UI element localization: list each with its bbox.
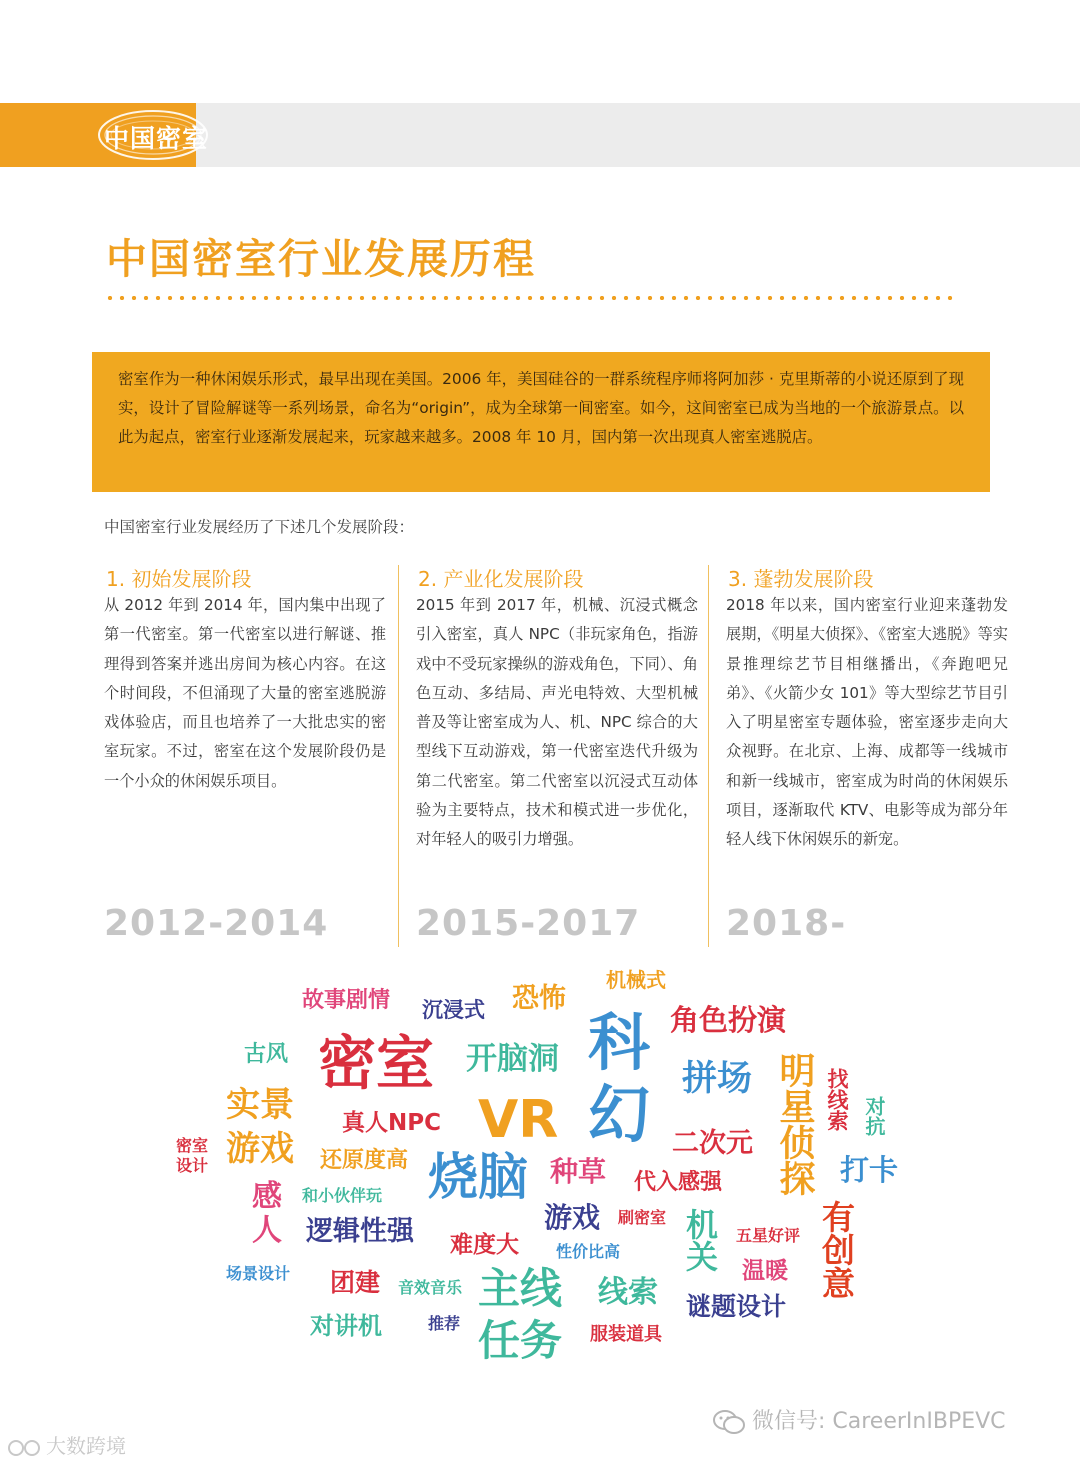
word-chenjin: 沉浸式: [422, 998, 485, 1022]
word-kainao: 开脑洞: [466, 1041, 559, 1077]
word-ke: 科: [588, 1006, 651, 1079]
stage-body: 2018 年以来，国内密室行业迎来蓬勃发展期，《明星大侦探》、《密室大逃脱》等实景推理综艺节目相继播出，《奔跑吧兄弟》、《火箭少女 101》等大型综艺节目引入了明星密室专题体验，密室逐步走向大众视野。在北京、上海、成都等一线城市和新一线城市，密室成为时尚的休闲娱乐项目，逐渐取代 KTV、电影等成为部分年轻人线下休闲娱乐的新宠。: [726, 596, 1008, 849]
logo: [96, 109, 210, 161]
word-youxi-1: 游戏: [226, 1129, 294, 1169]
lead-text: 中国密室行业发展经历了下述几个发展阶段：: [104, 518, 415, 536]
word-shijing: 实景: [226, 1085, 294, 1125]
word-ercy: 二次元: [672, 1128, 753, 1159]
word-gufeng: 古风: [244, 1042, 289, 1067]
wechat-icon: [712, 1408, 746, 1436]
word-renwu: 任务: [478, 1316, 563, 1365]
word-shaonao: 烧脑: [428, 1148, 528, 1206]
word-xingjia: 性价比高: [556, 1242, 621, 1261]
stage-year: 2012-2014: [104, 903, 329, 944]
page-title: 中国密室行业发展历程: [106, 235, 536, 283]
stage-2: [416, 563, 698, 944]
word-gushi: 故事剧情: [302, 988, 391, 1013]
word-youchuang: 有创意: [817, 1200, 856, 1299]
word-duikang: 对抗: [862, 1096, 886, 1136]
word-nandu: 难度大: [450, 1232, 519, 1258]
word-fuzhuang: 服装道具: [590, 1324, 662, 1345]
word-changjing: 场景设计: [226, 1264, 291, 1283]
word-mishisheji: 密室设计: [176, 1136, 209, 1175]
brand-watermark: [6, 1430, 126, 1459]
word-kongbu: 恐怖: [512, 983, 566, 1014]
word-miti: 谜题设计: [686, 1292, 787, 1321]
stage-title: 1. 初始发展阶段: [106, 567, 252, 591]
word-zhongcao: 种草: [550, 1155, 607, 1188]
word-gan: 感: [252, 1179, 282, 1214]
word-yinxiao: 音效音乐: [398, 1278, 463, 1297]
stage-year: 2018-: [726, 903, 847, 944]
word-xiansuo: 线索: [598, 1275, 658, 1310]
word-jixie: 机械式: [606, 968, 666, 992]
word-tuanjian: 团建: [330, 1268, 381, 1297]
word-duijiang: 对讲机: [310, 1312, 382, 1340]
intro-box: [92, 352, 990, 492]
word-huanyuan: 还原度高: [320, 1148, 409, 1173]
word-huan: 幻: [588, 1078, 651, 1151]
stage-year: 2015-2017: [416, 903, 641, 944]
word-mishi: 密室: [318, 1029, 435, 1097]
word-xiaohuoban: 和小伙伴玩: [302, 1186, 383, 1205]
intro-text: 密室作为一种休闲娱乐形式，最早出现在美国。2006 年，美国硅谷的一群系统程序师将阿加莎 · 克里斯蒂的小说还原到了现实，设计了冒险解谜等一系列场景，命名为“origin”，成为全球第一间密室。如今，这间密室已成为当地的一个旅游景点。以此为起点，密室行业逐渐发展起来，玩家越来越多。2008 年 10 月，国内第一次出现真人密室逃脱店。: [118, 370, 964, 446]
word-youxi-2: 游戏: [544, 1201, 601, 1234]
word-luoji: 逻辑性强: [306, 1216, 414, 1247]
word-mingxing: 明星侦探: [774, 1052, 815, 1196]
header-bar: [0, 103, 1080, 167]
word-vr: VR: [478, 1090, 559, 1150]
word-pinchang: 拼场: [682, 1059, 753, 1099]
word-zhuxian: 主线: [478, 1264, 563, 1313]
stage-3: [726, 563, 1008, 944]
brand-name: 大数跨境: [46, 1434, 126, 1458]
stage-1: [104, 563, 386, 944]
word-wennuan: 温暖: [742, 1258, 788, 1284]
word-shuamishi: 刷密室: [618, 1208, 667, 1227]
word-zhaoxian: 找线索: [825, 1068, 849, 1131]
stage-body: 2015 年到 2017 年，机械、沉浸式概念引入密室，真人 NPC（非玩家角色，指游戏中不受玩家操纵的游戏角色，下同）、角色互动、多结局、声光电特效、大型机械普及等让密室成为人、机、NPC 综合的大型线下互动游戏，第一代密室迭代升级为第二代密室。第二代密室以沉浸式互动体验为主要特点，技术和模式进一步优化，对年轻人的吸引力增强。: [416, 596, 698, 849]
word-jiguan: 机关: [681, 1208, 719, 1272]
stage-title: 2. 产业化发展阶段: [418, 567, 584, 591]
word-ren: 人: [252, 1213, 282, 1248]
stage-body: 从 2012 年到 2014 年，国内集中出现了第一代密室。第一代密室以进行解谜、推理得到答案并逃出房间为核心内容。在这个时间段，不但涌现了大量的密室逃脱游戏体验店，而且也培养了一大批忠实的密室玩家。不过，密室在这个发展阶段仍是一个小众的休闲娱乐项目。: [104, 596, 386, 790]
word-zhenren: 真人NPC: [342, 1110, 441, 1136]
word-daka: 打卡: [840, 1153, 899, 1187]
column-divider: [708, 565, 709, 947]
word-tuijian: 推荐: [428, 1314, 461, 1333]
word-dairu: 代入感强: [634, 1170, 723, 1195]
word-wuxing: 五星好评: [736, 1226, 801, 1245]
word-cloud: [0, 960, 1080, 1380]
logo-text: 中国密室: [104, 124, 209, 153]
wechat-id: 微信号: CareerInIBPEVC: [752, 1409, 1006, 1434]
column-divider: [398, 565, 399, 947]
brand-logo-icon: [6, 1437, 46, 1459]
stage-title: 3. 蓬勃发展阶段: [728, 567, 874, 591]
wechat-watermark: [712, 1404, 1006, 1436]
word-juese: 角色扮演: [670, 1003, 787, 1037]
dotted-divider: [104, 296, 954, 300]
